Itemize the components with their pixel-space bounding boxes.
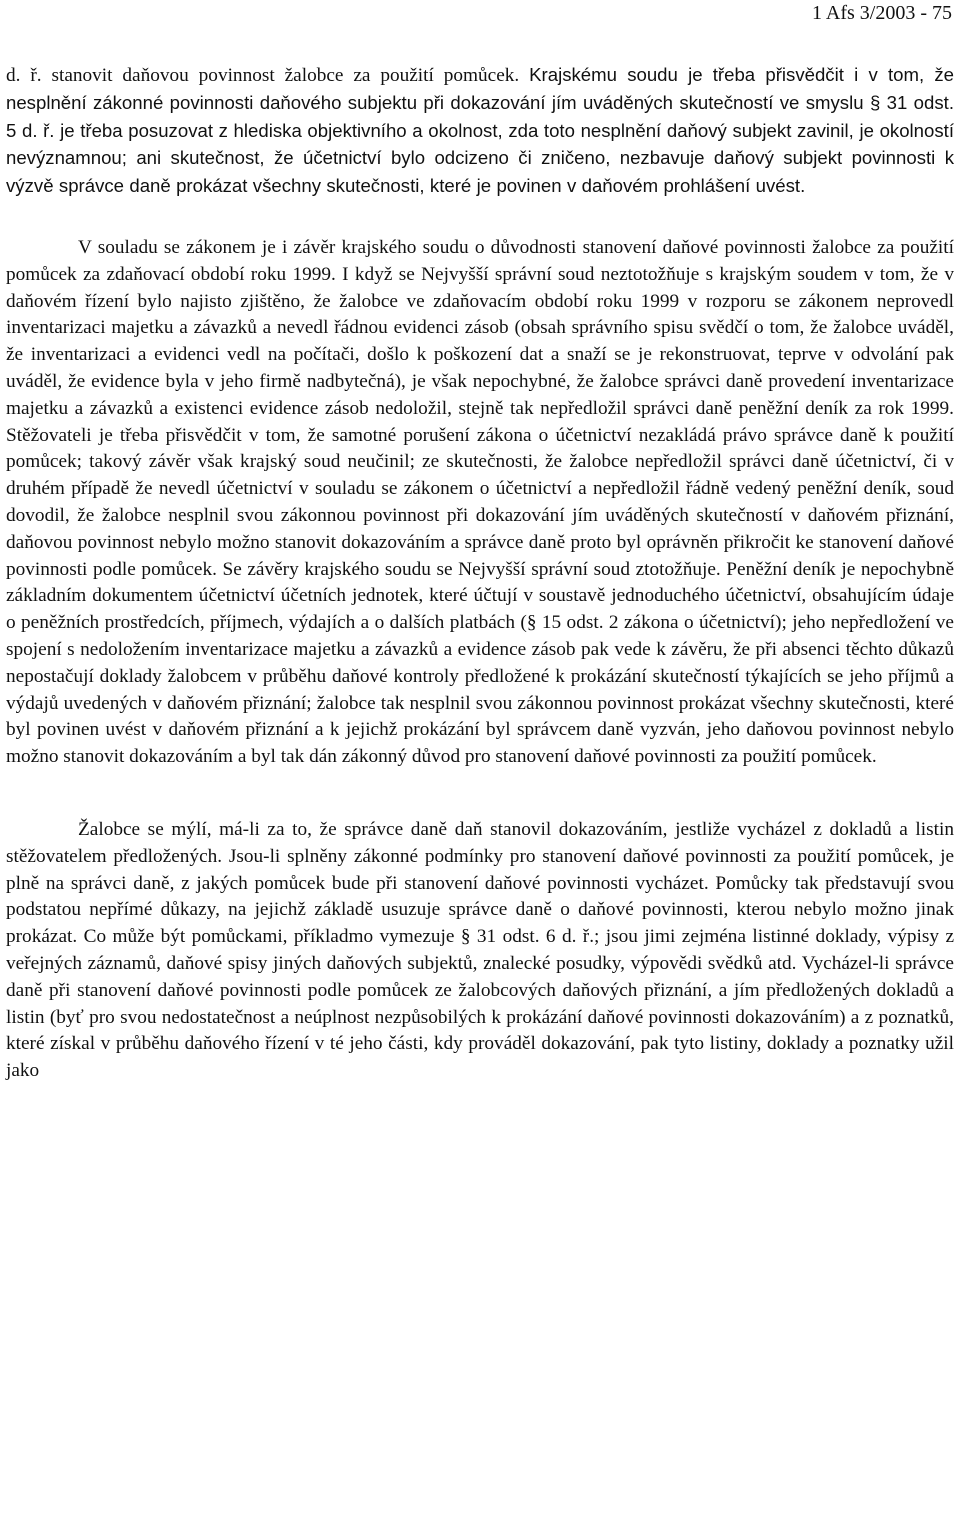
paragraph-2: V souladu se zákonem je i závěr krajského soudu o důvodnosti stanovení daňové povinnosti žalobce za použití pomůcek za zdaňovací období roku 1999. I když se Nejvyšší správní soud neztotožňuje s krajským soudem v tom, že v daňovém řízení bylo najisto zjištěno, že žalobce ve zdaňovacím období roku 1999 v rozporu se zákonem neprovedl inventarizaci majetku a závazků a nevedl řádnou evidenci zásob (obsah správního spisu svědčí o tom, že žalobce uváděl, že inventarizaci a evidenci vedl na počítači, došlo k poškození dat a snaží se je rekonstruovat, teprve v odvolání pak uváděl, že evidence byla v jeho firmě nadbytečná), je však nepochybné, že žalobce správci daně provedení inventarizace majetku a závazků a existenci evidence zásob nedoložil, stejně tak nepředložil správci daně peněžní deník za rok 1999. Stěžovateli je třeba přisvědčit v tom, že samotné porušení zákona o účetnictví nezakládá právo správce daně k použití pomůcek; takový závěr však krajský soud neučinil; ze skutečnosti, že žalobce nepředložil správci daně účetnictví, či v druhém případě že nevedl účetnictví v souladu se zákonem o účetnictví a nepředložil řádně vedený peněžní deník, soud dovodil, že žalobce nesplnil svou zákonnou povinnost při dokazování jím uváděných skutečností v daňovém přiznání, daňovou povinnost nebylo možno stanovit dokazováním a správce daně proto byl oprávněn přikročit ke stanovení daňové povinnosti podle pomůcek. Se závěry krajského soudu se Nejvyšší správní soud ztotožňuje. Peněžní deník je nepochybně základním dokumentem účetnictví účetních jednotek, které účtují v soustavě jednoduchého účetnictví, obsahujícím údaje o peněžních prostředcích, příjmech, výdajích a o dalších platbách (§ 15 odst. 2 zákona o účetnictví); jeho nepředložení ve spojení s nedoložením inventarizace majetku a závazků a evidence zásob pak vede k závěru, že při absenci těchto důkazů nepostačují doklady žalobcem v průběhu daňové kontroly předložené k prokázání skutečností týkajících se jeho příjmů a výdajů uvedených v daňovém přiznání; žalobce tak nesplnil svou zákonnou povinnost prokázat všechny skutečnosti, které byl povinen uvést v daňovém přiznání a k jejichž prokázání byl správcem daně vyzván, jeho daňovou povinnost nebylo možno stanovit dokazováním a byl tak dán zákonný důvod pro stanovení daňové povinnosti za použití pomůcek. [6,236,954,768]
paragraph-3: Žalobce se mýlí, má-li za to, že správce daně daň stanovil dokazováním, jestliže vycházel z dokladů a listin stěžovatelem předložených. Jsou-li splněny zákonné podmínky pro stanovení daňové povinnosti za použití pomůcek, je plně na správci daně, z jakých pomůcek bude při stanovení daňové povinnosti vycházet. Pomůcky tak představují svou podstatou nepřímé důkazy, na jejichž základě usuzuje správce daně o daňové povinnosti, kterou nebylo možno jinak prokázat. Co může být pomůckami, příkladmo vymezuje § 31 odst. 6 d. ř.; jsou jimi zejména listinné doklady, výpisy z veřejných záznamů, daňové spisy jiných daňových subjektů, znalecké posudky, výpovědi svědků atd. Vycházel-li správce daně při stanovení daňové povinnosti podle pomůcek ze žalobcových daňových přiznání, a jím předložených dokladů a listin (byť pro svou nedostatečnost a neúplnost nezpůsobilých k prokázání daňové povinnosti dokazováním) a z poznatků, které získal v průběhu daňového řízení v té jeho části, kdy prováděl dokazování, pak tyto listiny, doklady a poznatky užil jako [6,818,954,1082]
paragraph-spacer [6,201,954,235]
paragraph-1 [6,62,954,201]
document-body [6,62,954,1085]
paragraph-1-sans-text: Krajskému soudu je třeba přisvědčit i v tom, že nesplnění zákonné povinnosti daňového subjektu při dokazování jím uváděných skutečností ve smyslu § 31 odst. 5 d. ř. je třeba posuzovat z hlediska objektivního a okolnost, zda toto nesplnění daňový subjekt zavinil, je okolností nevýznamnou; ani skutečnost, že účetnictví bylo odcizeno či zničeno, nezbavuje daňový subjekt povinnosti k výzvě správce daně prokázat všechny skutečnosti, které je povinen v daňovém prohlášení uvést. [6,64,955,197]
page-reference: 1 Afs 3/2003 - 75 [812,2,952,24]
paragraph-spacer [6,771,954,817]
paragraph-1-lead: d. ř. stanovit daňovou povinnost žalobce za použití pomůcek. [6,65,530,86]
